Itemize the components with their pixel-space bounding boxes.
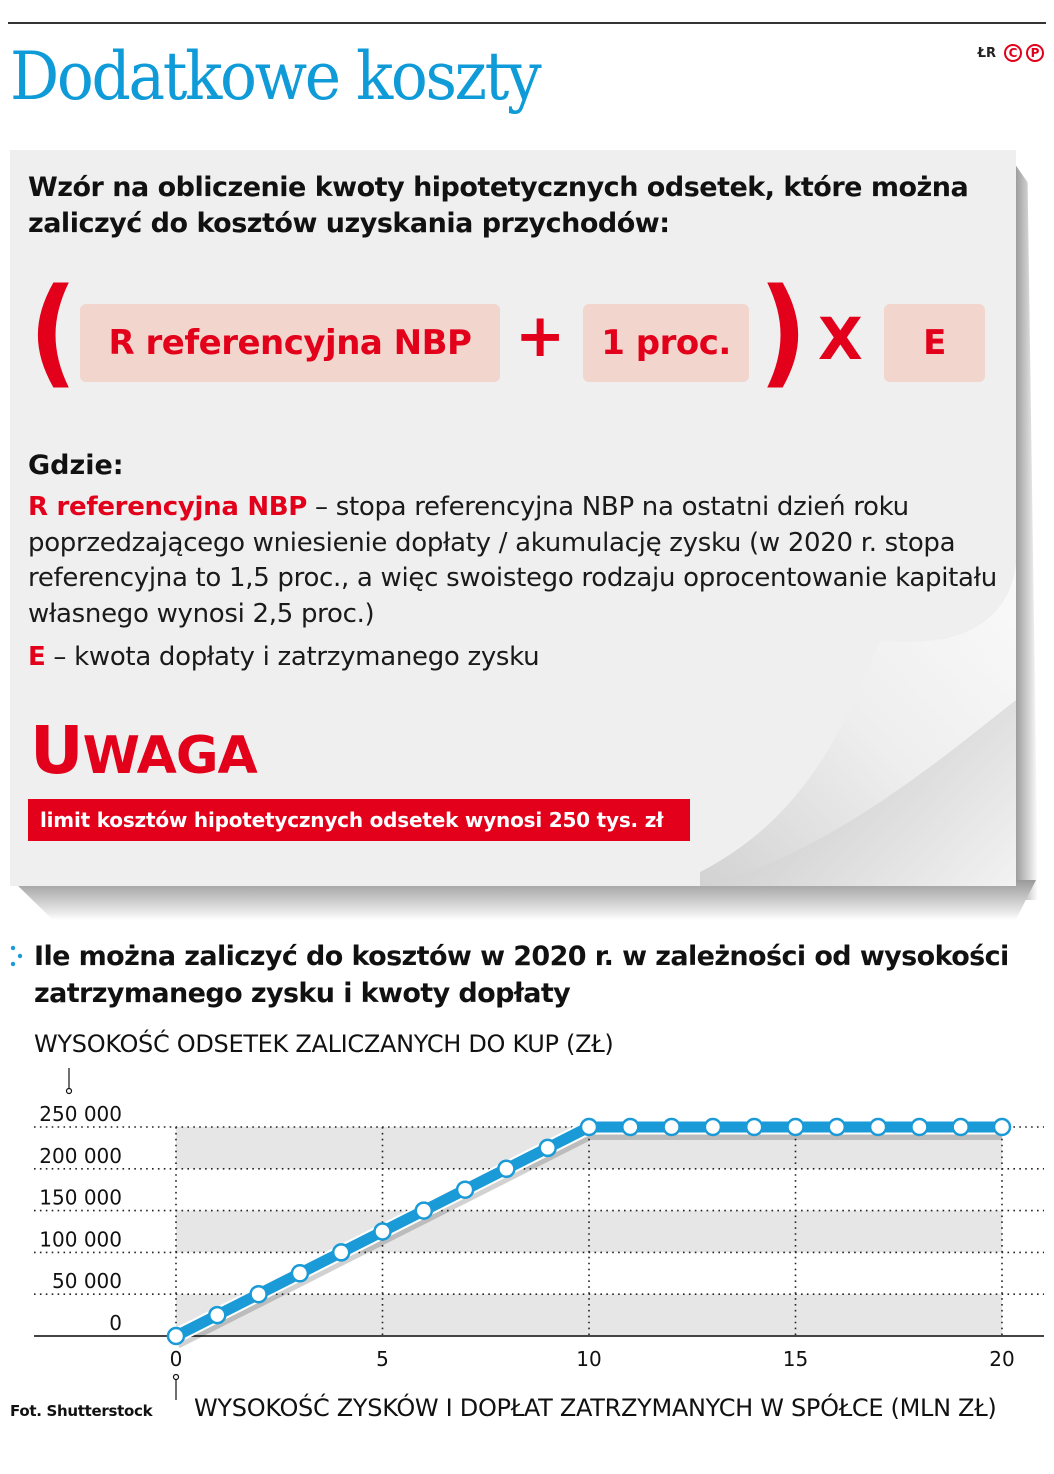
data-point bbox=[829, 1119, 845, 1135]
where-label: Gdzie: bbox=[28, 450, 124, 481]
data-point bbox=[416, 1203, 432, 1219]
data-point bbox=[375, 1224, 391, 1240]
x-tick-label: 5 bbox=[376, 1347, 389, 1371]
card-shadow-bottom bbox=[12, 880, 1036, 920]
data-point bbox=[870, 1119, 886, 1135]
author-credit bbox=[978, 44, 1044, 62]
x-axis-label: WYSOKOŚĆ ZYSKÓW I DOPŁAT ZATRZYMANYCH W SPÓŁCE (MLN ZŁ) bbox=[194, 1394, 997, 1422]
data-point bbox=[581, 1119, 597, 1135]
definition-e bbox=[28, 640, 1003, 676]
warning-title-rest: WAGA bbox=[82, 726, 257, 786]
data-point bbox=[664, 1119, 680, 1135]
data-point bbox=[168, 1328, 184, 1344]
y-tick-label: 0 bbox=[109, 1311, 122, 1335]
times-operator: X bbox=[818, 305, 863, 373]
y-tick-label: 200 000 bbox=[39, 1143, 122, 1168]
definition-term: E bbox=[28, 642, 46, 672]
data-point bbox=[705, 1119, 721, 1135]
definition-text: – kwota dopłaty i zatrzymanego zysku bbox=[45, 642, 540, 672]
warning-bar: limit kosztów hipotetycznych odsetek wynosi 250 tys. zł bbox=[28, 799, 690, 841]
warning-title-initial: U bbox=[30, 712, 83, 789]
y-tick-label: 250 000 bbox=[39, 1102, 122, 1126]
close-paren: ) bbox=[758, 262, 808, 400]
data-point bbox=[292, 1265, 308, 1281]
data-point bbox=[911, 1119, 927, 1135]
data-point bbox=[746, 1119, 762, 1135]
top-rule bbox=[8, 22, 1046, 24]
data-point bbox=[788, 1119, 804, 1135]
formula-term-one-percent: 1 proc. bbox=[583, 304, 749, 382]
y-axis-label: WYSOKOŚĆ ODSETEK ZALICZANYCH DO KUP (ZŁ) bbox=[34, 1030, 614, 1058]
definition-term: R referencyjna NBP bbox=[28, 492, 308, 522]
data-point bbox=[498, 1161, 514, 1177]
chart-subtitle: Ile można zaliczyć do kosztów w 2020 r. w zależności od wysokości zatrzymanego zysku i kwoty dopłaty bbox=[34, 941, 1009, 1009]
data-point bbox=[953, 1119, 969, 1135]
data-point bbox=[209, 1307, 225, 1323]
plus-operator: + bbox=[515, 301, 566, 371]
data-point bbox=[333, 1244, 349, 1260]
data-point bbox=[622, 1119, 638, 1135]
formula-term-e: E bbox=[884, 304, 985, 382]
bullet-dots-icon bbox=[10, 944, 24, 970]
definition-text: – stopa referencyjna NBP na ostatni dzień roku poprzedzającego wniesienie dopłaty / akumulację zysku (w 2020 r. stopa referencyjna to 1,5 proc., a więc swoistego rodzaju oprocentowanie kapitału własnego wynosi 2,5 proc.) bbox=[28, 492, 997, 629]
data-point bbox=[994, 1119, 1010, 1135]
definition-reference-rate bbox=[28, 490, 1003, 632]
x-tick-label: 20 bbox=[989, 1347, 1015, 1371]
page-title: Dodatkowe koszty bbox=[10, 38, 540, 115]
formula-term-reference-rate: R referencyjna NBP bbox=[80, 304, 500, 382]
y-tick-label: 100 000 bbox=[39, 1227, 122, 1252]
data-point bbox=[540, 1140, 556, 1156]
x-tick-label: 15 bbox=[782, 1347, 809, 1371]
author-initials: ŁR bbox=[977, 45, 996, 61]
x-tick-label: 0 bbox=[169, 1347, 183, 1371]
y-tick-label: 50 000 bbox=[52, 1269, 122, 1294]
data-point bbox=[251, 1286, 267, 1302]
grid-band bbox=[176, 1294, 1002, 1336]
formula-heading: Wzór na obliczenie kwoty hipotetycznych odsetek, które można zaliczyć do kosztów uzyskania przychodów: bbox=[28, 172, 969, 239]
x-tick-label: 10 bbox=[576, 1347, 602, 1371]
data-point bbox=[457, 1182, 473, 1198]
x-axis-pointer-dot bbox=[174, 1375, 179, 1380]
photo-credit: Fot. Shutterstock bbox=[10, 1402, 153, 1420]
y-tick-label: 150 000 bbox=[39, 1185, 122, 1210]
copyright-c-icon: C bbox=[1004, 44, 1022, 62]
line-chart bbox=[0, 1060, 1054, 1400]
x-axis-pointer bbox=[176, 1380, 188, 1400]
warning-title bbox=[30, 712, 257, 789]
open-paren: ( bbox=[28, 262, 78, 400]
y-axis-pointer-dot bbox=[67, 1089, 72, 1094]
copyright-p-icon: P bbox=[1026, 44, 1044, 62]
